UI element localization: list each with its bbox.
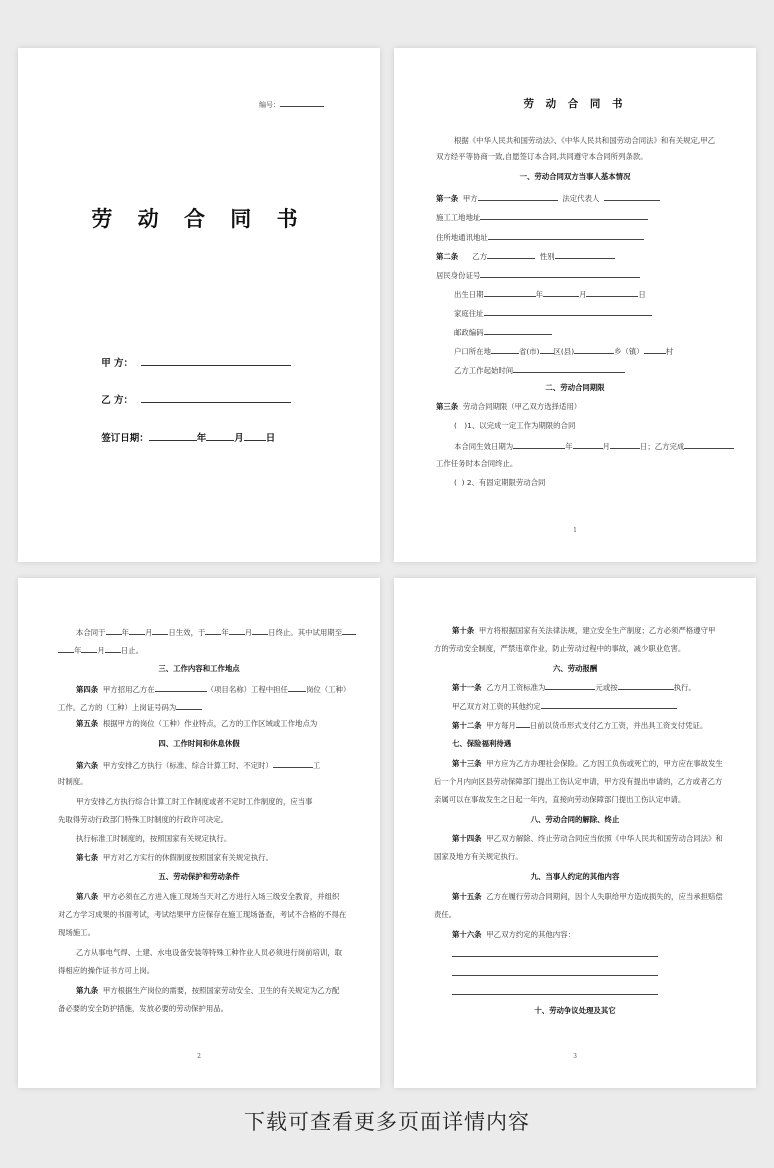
section-4-heading: 四、工作时间和休息休假 — [158, 739, 240, 748]
hukou-location: 户口所在地 省(市) 区(县) 乡（镇） 村 — [454, 347, 674, 356]
contract-page-2 — [18, 578, 380, 1088]
article-2: 第二条 乙方 性别 — [436, 250, 615, 262]
serial-number: 编号： — [259, 98, 324, 110]
article-14: 第十四条 甲乙双方解除、终止劳动合同应当依照《中华人民共和国劳动合同法》和 — [452, 834, 723, 843]
article-9-cont: 备必要的安全防护措施，发放必要的劳动保护用品。 — [58, 1004, 228, 1013]
section-9-heading: 九、当事人约定的其他内容 — [530, 872, 620, 881]
contract-page-3 — [394, 578, 756, 1088]
birth-date: 出生日期 年 月 日 — [454, 290, 646, 299]
option-2: ( ) 2、有固定期限劳动合同 — [454, 478, 546, 487]
work-start-time: 乙方工作起始时间 — [454, 364, 625, 376]
page-title: 劳 动 合 同 书 — [523, 98, 627, 110]
article-3: 第三条 劳动合同期限（甲乙双方选择适用） — [436, 402, 582, 411]
article-14-cont: 国家及地方有关规定执行。 — [434, 852, 523, 861]
party-b-field: 乙 方： — [88, 381, 291, 417]
article-9: 第九条 甲方根据生产岗位的需要，按照国家劳动安全、卫生的有关规定为乙方配 — [76, 986, 340, 995]
option-1: ( )1、以完成一定工作为期限的合同 — [454, 421, 576, 430]
effective-date: 本合同生效日期为 年 月 日；乙方完成 — [454, 440, 734, 452]
blank-line — [452, 948, 658, 960]
section-10-heading: 十、劳动争议处理及其它 — [534, 1006, 616, 1015]
article-16: 第十六条 甲乙双方约定的其他内容： — [452, 930, 575, 939]
id-number: 居民身份证号 — [436, 269, 640, 281]
section-1-heading: 一、劳动合同双方当事人基本情况 — [519, 172, 631, 181]
section-8-heading: 八、劳动合同的解除、终止 — [530, 815, 620, 824]
party-a-field: 甲 方： — [88, 344, 291, 380]
page-number: 3 — [573, 1053, 577, 1060]
paragraph-8a: 乙方从事电气焊、土建、水电设备安装等特殊工种作业人员必须进行岗前培训，取 — [76, 948, 343, 957]
article-4-cont: 工作。乙方的（工种）上岗证号码为 — [58, 701, 202, 713]
article-8-cont-1: 对乙方学习成果的书面考试，考试结果甲方应保存在施工现场备查，考试不合格的不得在 — [58, 910, 347, 919]
section-6-heading: 六、劳动报酬 — [552, 664, 598, 673]
paragraph-6c: 执行标准工时制度的，按照国家有关规定执行。 — [76, 834, 232, 843]
article-15: 第十五条 乙方在履行劳动合同期间，因个人失职给甲方造成损失的，应当承担赔偿 — [452, 892, 723, 901]
sign-date-field: 签订日期： 年 月 日 — [88, 419, 275, 455]
contract-term-line-2: 年 月 日止。 — [58, 644, 143, 656]
site-address: 施工工地地址 — [436, 211, 648, 223]
page-number: 2 — [197, 1053, 201, 1060]
article-13: 第十三条 甲方应为乙方办理社会保险。乙方因工负伤或死亡的，甲方应在事故发生 — [452, 759, 723, 768]
cover-title: 劳 动 合 同 书 — [91, 207, 307, 231]
article-15-cont: 责任。 — [434, 910, 457, 919]
article-10: 第十条 甲方将根据国家有关法律法规，建立安全生产制度；乙方必须严格遵守甲 — [452, 626, 716, 635]
article-6-cont: 时制度。 — [58, 777, 88, 786]
section-7-heading: 七、保险福利待遇 — [452, 739, 512, 748]
article-1: 第一条 甲方 法定代表人 — [436, 192, 660, 204]
contract-term-line-1: 本合同于 年 月 日生效，于 年 月 日终止。其中试用期至 — [76, 626, 356, 638]
article-4: 第四条 甲方招用乙方在 （项目名称）工程中担任 岗位（工种） — [76, 685, 351, 694]
wage-other-agreement: 甲乙双方对工资的其他约定 — [452, 700, 677, 712]
home-address: 家庭住址 — [454, 307, 652, 319]
article-6: 第六条 甲方安排乙方执行（标准、综合计算工时、不定时） 工 — [76, 761, 321, 770]
paragraph-6a: 甲方安排乙方执行综合计算工时工作制度或者不定时工作制度的，应当事 — [76, 797, 313, 806]
mail-address: 住所地通讯地址 — [436, 231, 644, 243]
section-3-heading: 三、工作内容和工作地点 — [158, 664, 240, 673]
paragraph-8b: 得相应的操作证书方可上岗。 — [58, 966, 155, 975]
article-8-cont-2: 现场施工。 — [58, 928, 95, 937]
article-5: 第五条 根据甲方的岗位（工种）作业特点，乙方的工作区域或工作地点为 — [76, 719, 318, 728]
article-11: 第十一条 乙方月工资标准为 元或按 执行。 — [452, 683, 696, 692]
article-7: 第七条 甲方对乙方实行的休假制度按照国家有关规定执行。 — [76, 853, 273, 862]
blank-line — [452, 986, 658, 998]
cover-page — [18, 48, 380, 562]
download-more-caption: 下载可查看更多页面详情内容 — [244, 1110, 530, 1134]
article-13-cont-1: 后一个月内向区县劳动保障部门提出工伤认定申请，甲方没有提出申请的，乙方或者乙方 — [434, 777, 723, 786]
postcode: 邮政编码 — [454, 326, 552, 338]
article-8: 第八条 甲方必须在乙方进入施工现场当天对乙方进行入场三级安全教育，并组织 — [76, 892, 340, 901]
section-5-heading: 五、劳动保护和劳动条件 — [158, 872, 240, 881]
page-number: 1 — [573, 527, 577, 534]
article-13-cont-2: 亲属可以在事故发生之日起一年内，直接向劳动保障部门提出工伤认定申请。 — [434, 795, 686, 804]
paragraph-6b: 先取得劳动行政部门特殊工时制度的行政许可决定。 — [58, 815, 228, 824]
contract-page-1 — [394, 48, 756, 562]
intro-line-1: 根据《中华人民共和国劳动法》、《中华人民共和国劳动合同法》和有关规定,甲乙 — [454, 136, 716, 145]
article-10-cont: 方的劳动安全制度，严禁违章作业，防止劳动过程中的事故，减少职业危害。 — [434, 644, 686, 653]
intro-line-2: 双方经平等协商一致,自愿签订本合同,共同遵守本合同所列条款。 — [436, 152, 648, 161]
section-2-heading: 二、劳动合同期限 — [545, 383, 605, 392]
blank-line — [452, 967, 658, 979]
article-12: 第十二条 甲方每月 日前以货币形式支付乙方工资，并出具工资支付凭证。 — [452, 721, 708, 730]
task-end: 工作任务时本合同终止。 — [436, 459, 518, 468]
